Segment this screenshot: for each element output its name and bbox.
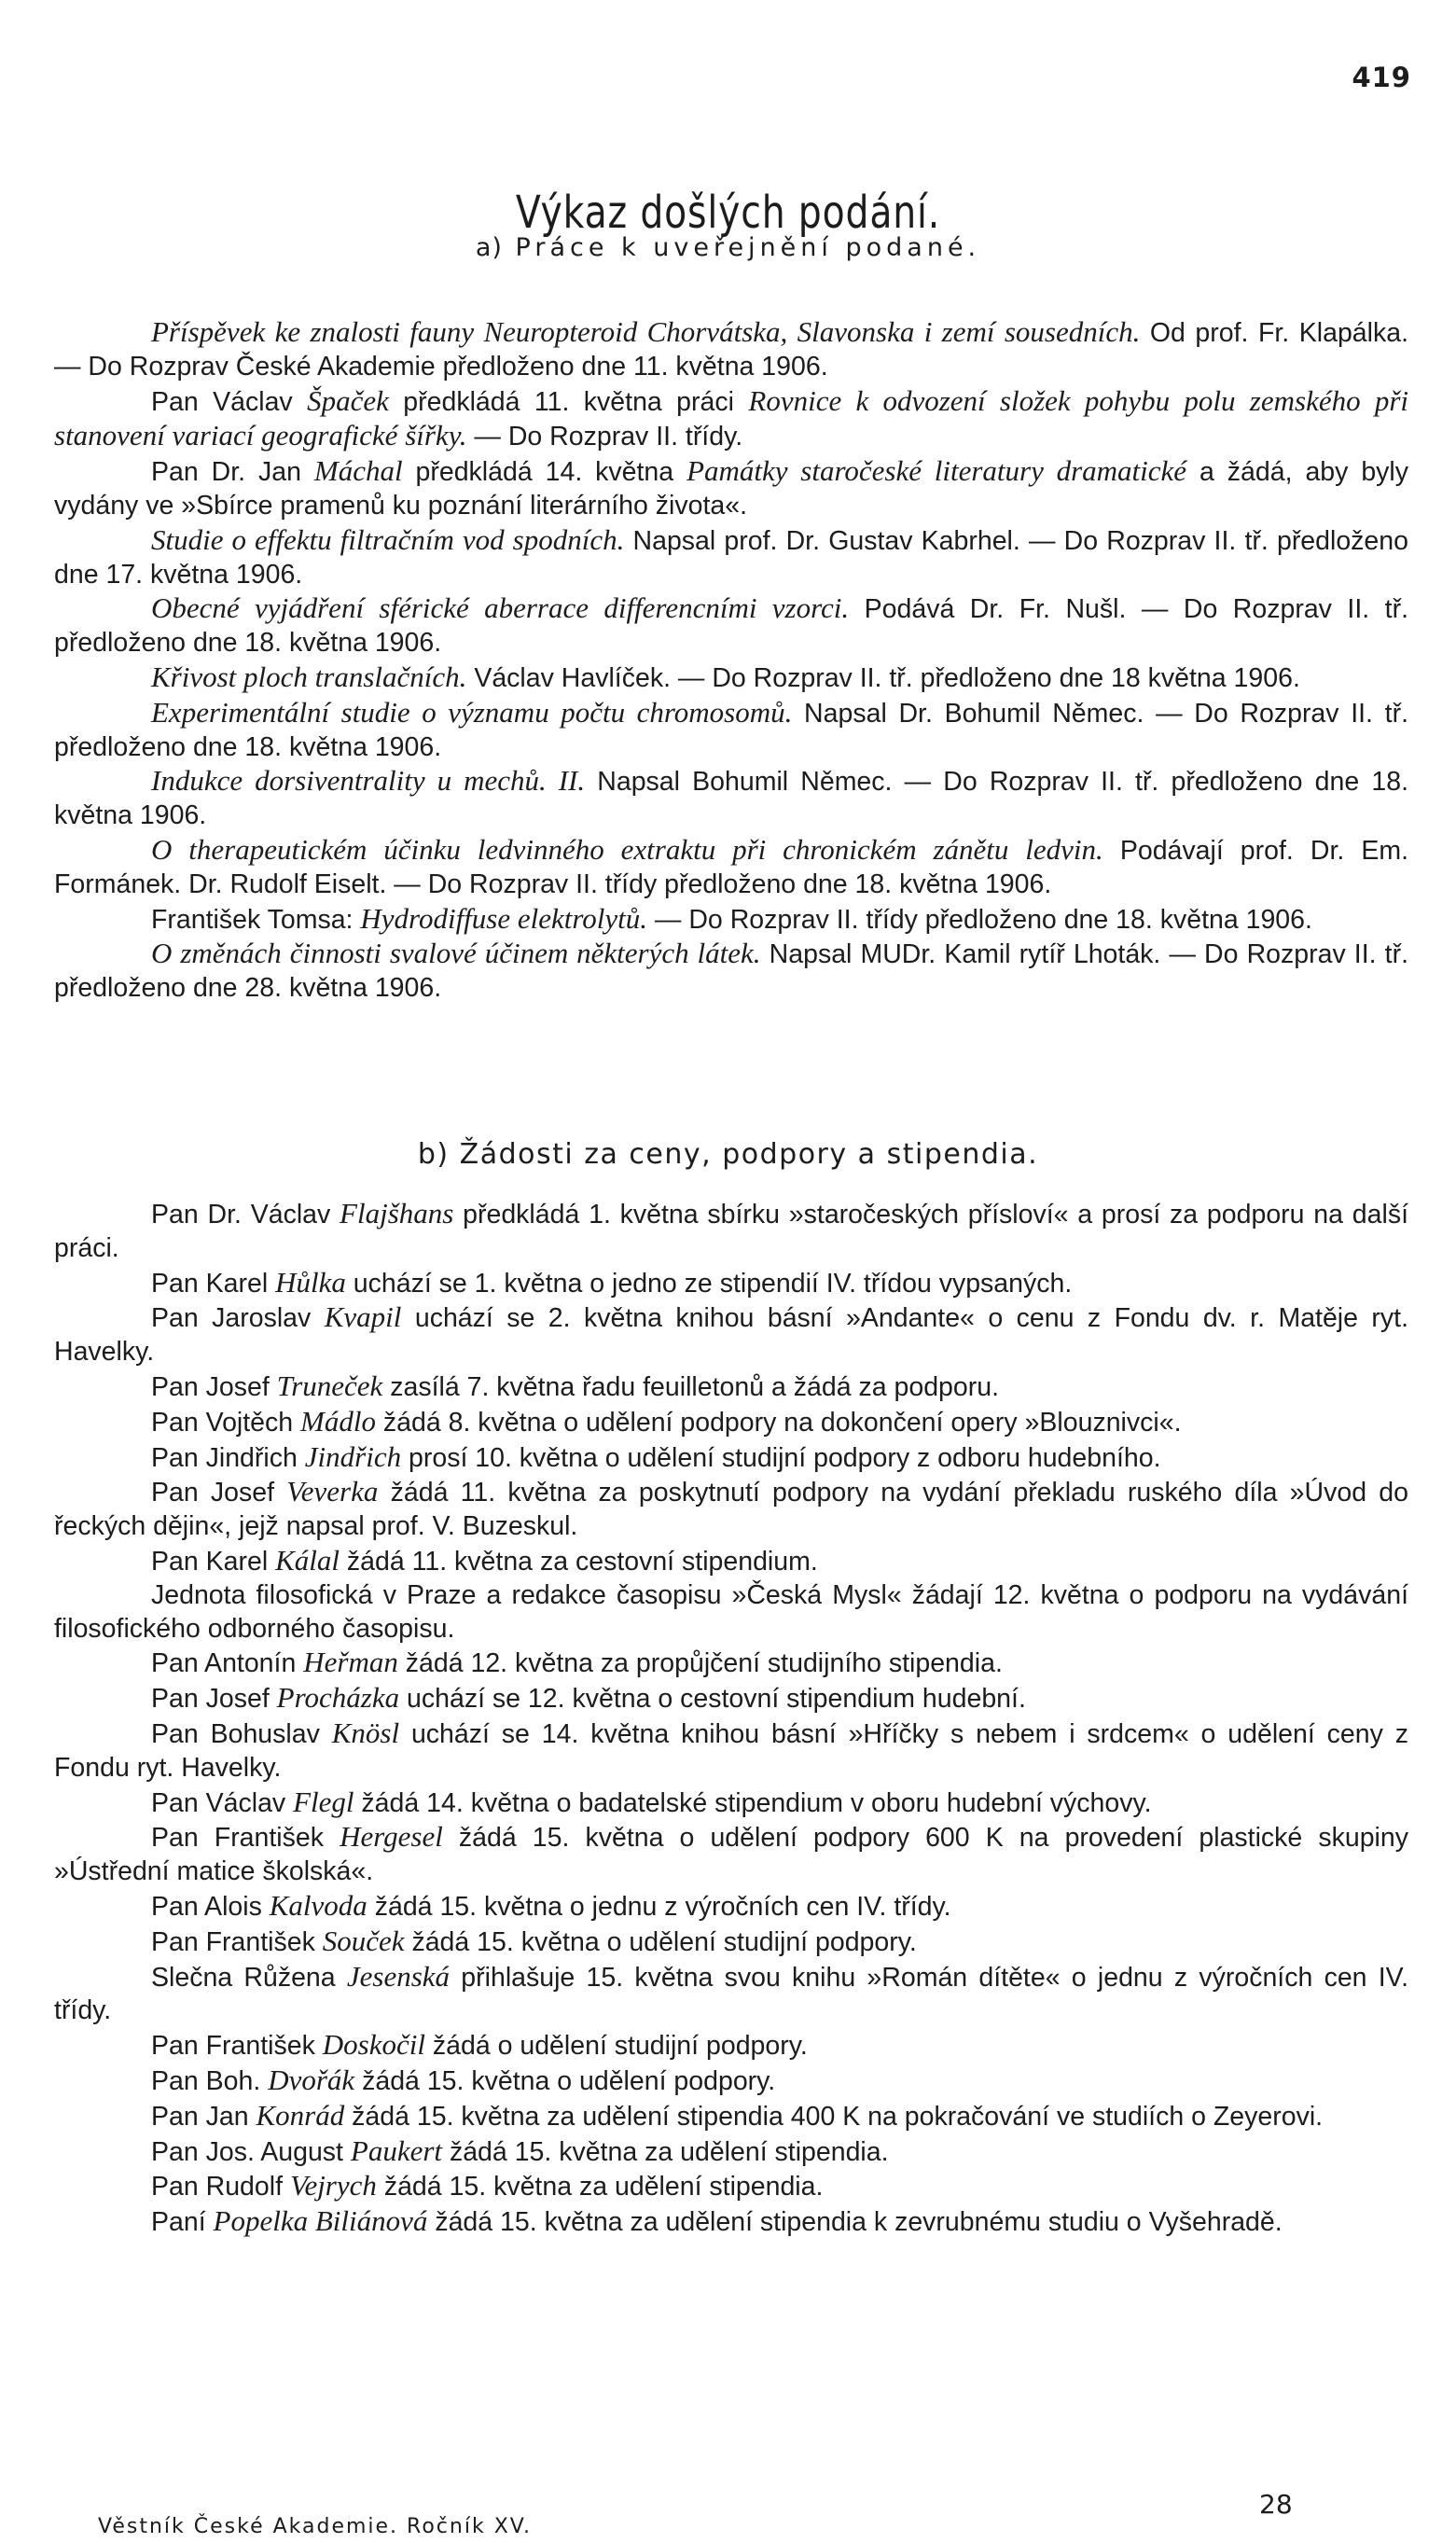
section-b-entry-text: Pan Jan — [151, 2101, 257, 2132]
section-b-entry — [54, 2134, 1408, 2170]
page-number: 419 — [1352, 62, 1411, 93]
section-b-entry-text: žádá 15. května o udělení podpory 600 K na provedení plastické skupiny »Ústřední matice školská«. — [54, 1823, 1408, 1887]
section-a-entry-italic-text: Rovnice k odvození složek pohybu polu zemského při stanovení variací geografické šířky. — [54, 383, 1409, 452]
section-a-entry-text: Napsal Dr. Bohumil Němec. — Do Rozprav II. tř. předloženo dne 18. května 1906. — [54, 698, 1408, 762]
section-b-entry-text: žádá 8. května o udělení podpory na dokončení opery »Blouznivci«. — [375, 1407, 1182, 1438]
section-a-entry-italic-text: Hydrodiffuse elektrolytů. — [360, 901, 648, 935]
section-b-entry-text: Jednota filosofická v Praze a redakce časopisu »Česká Mysl« žádají 12. května o podporu na vydávání filosofického odborného časopisu. — [54, 1579, 1408, 1644]
section-a-entry-text: Od prof. Fr. Klapálka. — Do Rozprav České Akademie předloženo dne 11. května 1906. — [54, 318, 1408, 382]
section-b-entry-text: Pan Josef — [151, 1371, 277, 1402]
section-b-entry-text: žádá 15. května o udělení podpory. — [354, 2065, 776, 2096]
section-b-entry-text: uchází se 12. května o cestovní stipendium hudební. — [399, 1684, 1026, 1715]
section-a-entry-text: Václav Havlíček. — Do Rozprav II. tř. předloženo dne 18 května 1906. — [466, 662, 1300, 693]
section-a-entry-italic-text: Obecné vyjádření sférické aberrace differencními vzorci. — [151, 591, 850, 625]
section-a-entry-italic-text: Příspěvek ke znalosti fauny Neuropteroid Chorvátska, Slavonska i zemí sousedních. — [151, 315, 1141, 348]
section-b-entry — [54, 1405, 1408, 1440]
section-b-entry-text: Pan Josef — [151, 1478, 287, 1508]
footer-journal-name: Věstník České Akademie. Ročník XV. — [98, 2515, 532, 2538]
section-b-entry-italic-text: Kvapil — [324, 1300, 402, 1334]
section-b-entries — [54, 1197, 1408, 2240]
section-a-entry — [54, 833, 1408, 902]
section-a-entry — [54, 937, 1408, 1006]
section-a-entry-italic-text: Špaček — [307, 383, 389, 417]
section-b-entry-text: uchází se 1. května o jedno ze stipendií IV. třídou vypsaných. — [345, 1268, 1073, 1299]
section-b-entry-text: žádá 15. května za udělení stipendia. — [376, 2172, 824, 2203]
section-b-entry-italic-text: Paukert — [350, 2133, 443, 2167]
section-b-entry-text: žádá 12. května za propůjčení studijního stipendia. — [397, 1648, 1003, 1679]
section-b-entry-italic-text: Truneček — [276, 1369, 383, 1402]
section-b-entry — [54, 2099, 1408, 2134]
section-a-entry-text: Napsal prof. Dr. Gustav Kabrhel. — Do Rozprav II. tř. předloženo dne 17. května 1906. — [54, 525, 1408, 590]
section-b-entry-text: žádá 14. května o badatelské stipendium v oboru hudební výchovy. — [354, 1787, 1152, 1818]
section-b-entry-italic-text: Souček — [322, 1924, 405, 1957]
section-b-entry-text: předkládá 1. května sbírku »staročeských přísloví« a prosí za podporu na další práci. — [54, 1200, 1408, 1263]
section-a-entry-text: a žádá, aby byly vydány ve »Sbírce pramenů ku poznání literárního života«. — [54, 457, 1409, 521]
section-a-entry — [54, 591, 1408, 660]
section-b-entry-text: uchází se 2. května knihou básní »Andante« o cenu z Fondu dv. r. Matěje ryt. Havelky. — [54, 1303, 1409, 1368]
section-b-entry — [54, 1716, 1408, 1786]
section-b-entry-text: Pan Dr. Václav — [151, 1200, 340, 1230]
section-b-entry-text: Slečna Růžena — [151, 1962, 347, 1993]
section-a-entry-italic-text: Památky staročeské literatury dramatické — [686, 454, 1187, 488]
section-a-entry — [54, 902, 1408, 938]
section-b-entry-text: Pan Karel — [151, 1546, 276, 1577]
section-a-entry — [54, 454, 1408, 523]
section-b-entry-italic-text: Hergesel — [340, 1820, 443, 1854]
section-a-entry — [54, 660, 1408, 696]
section-b-entry — [54, 1197, 1408, 1266]
section-a-entry — [54, 523, 1408, 592]
section-b-entry-text: přihlašuje 15. května svou knihu »Román dítěte« o jednu z výročních cen IV. třídy. — [54, 1962, 1408, 2026]
section-a-entry-text: Pan Václav — [151, 386, 308, 417]
section-b-entry-italic-text: Veverka — [286, 1475, 379, 1508]
section-b-entry-text: Pan Jos. August — [151, 2136, 351, 2167]
section-b-title: Žádosti za ceny, podpory a stipendia. — [459, 1138, 1039, 1171]
section-b-entry-italic-text: Kálal — [275, 1543, 340, 1577]
section-b-entry-text: žádá 15. května o jednu z výročních cen IV. třídy. — [367, 1891, 951, 1922]
section-a-entry-text: Podávají prof. Dr. Em. Formánek. Dr. Rudolf Eiselt. — Do Rozprav II. třídy předloženo dne 18. května 1906. — [54, 835, 1408, 899]
section-a-entries — [54, 315, 1408, 1006]
section-a-entry-text: — Do Rozprav II. třídy předloženo dne 18. května 1906. — [647, 904, 1312, 935]
section-a-entry-text: Napsal Bohumil Němec. — Do Rozprav II. tř. předloženo dne 18. května 1906. — [54, 767, 1408, 831]
section-b-entry — [54, 1266, 1408, 1301]
section-b-entry-text: Pan František — [151, 2031, 323, 2062]
section-b-entry — [54, 1820, 1408, 1889]
section-b-entry — [54, 1889, 1408, 1925]
section-b-entry-text: žádá 15. května za udělení stipendia 400 K na pokračování ve studiích o Zeyerovi. — [344, 2101, 1324, 2132]
section-b-entry — [54, 1646, 1408, 1681]
section-b-entry — [54, 2169, 1408, 2204]
section-b-entry-text: prosí 10. května o udělení studijní podpory z odboru hudebního. — [401, 1442, 1161, 1473]
section-b-entry — [54, 2204, 1408, 2240]
section-b-entry-italic-text: Konrád — [256, 2098, 345, 2132]
section-b-entry-italic-text: Mádlo — [300, 1404, 376, 1438]
section-a-entry-italic-text: O therapeutickém účinku ledvinného extraktu při chronickém zánětu ledvin. — [151, 832, 1103, 866]
section-b-entry-text: Pan František — [151, 1926, 323, 1957]
section-b-entry-italic-text: Flajšhans — [340, 1197, 454, 1230]
section-a-entry-text: — Do Rozprav II. třídy. — [466, 422, 743, 452]
section-b-entry-text: Paní — [151, 2207, 214, 2238]
section-b-entry-text: žádá 15. května o udělení studijní podpory. — [404, 1926, 917, 1957]
section-b-entry — [54, 1300, 1408, 1369]
section-b-entry-italic-text: Dvořák — [268, 2063, 355, 2096]
section-b-entry-text: Pan Jindřich — [151, 1442, 305, 1473]
footer-signature-mark: 28 — [1259, 2489, 1293, 2520]
section-a-entry-text: předkládá 11. května práci — [388, 386, 749, 417]
section-b-entry-text: Pan Karel — [151, 1268, 276, 1299]
section-a-entry-italic-text: Křivost ploch translačních. — [151, 660, 467, 693]
section-b-entry-text: Pan Vojtěch — [151, 1407, 301, 1438]
section-b-entry — [54, 1925, 1408, 1960]
section-a-entry-italic-text: O změnách činnosti svalové účinem některých látek. — [151, 937, 761, 970]
section-a-entry-italic-text: Experimentální studie o významu počtu chromosomů. — [151, 695, 793, 729]
section-b-entry-text: Pan Boh. — [151, 2065, 269, 2096]
section-b-entry-italic-text: Jindřich — [304, 1439, 402, 1473]
section-b-entry — [54, 1544, 1408, 1579]
section-b-entry-text: žádá o udělení studijní podpory. — [424, 2031, 808, 2062]
section-b-entry-italic-text: Procházka — [276, 1681, 400, 1715]
section-a-letter: a) — [475, 233, 503, 262]
section-a-entry-text: předkládá 14. května — [402, 457, 687, 488]
section-b-entry-italic-text: Flegl — [293, 1785, 354, 1818]
section-b-entry — [54, 1960, 1408, 2029]
section-b-entry — [54, 2064, 1408, 2099]
section-b-entry-italic-text: Jesenská — [346, 1959, 451, 1993]
section-b-entry-text: žádá 15. května za udělení stipendia k zevrubnému studiu o Vyšehradě. — [427, 2207, 1283, 2238]
section-b-entry-italic-text: Heřman — [303, 1646, 398, 1679]
section-a-entry-text: Podává Dr. Fr. Nušl. — Do Rozprav II. tř. předloženo dne 18. května 1906. — [54, 594, 1408, 659]
section-a-entry-text: Napsal MUDr. Kamil rytíř Lhoták. — Do Rozprav II. tř. předloženo dne 28. května 1906. — [54, 939, 1408, 1004]
section-b-entry — [54, 1681, 1408, 1716]
section-a-entry — [54, 764, 1408, 833]
section-b-entry-text: uchází se 14. května knihou básní »Hříčky s nebem i srdcem« o udělení ceny z Fondu ryt. Havelky. — [54, 1718, 1408, 1783]
section-a-entry — [54, 696, 1408, 765]
section-b-entry — [54, 2028, 1408, 2064]
section-a-entry-italic-text: Máchal — [313, 454, 403, 488]
section-b-entry-text: Pan Jaroslav — [151, 1303, 325, 1334]
section-b-entry-italic-text: Kalvoda — [269, 1888, 367, 1922]
section-a-heading — [0, 233, 1456, 262]
section-b-entry-italic-text: Doskočil — [322, 2028, 425, 2062]
section-a-entry-text: František Tomsa: — [151, 904, 361, 935]
section-b-entry-text: žádá 11. května za cestovní stipendium. — [340, 1546, 818, 1577]
section-b-entry-text: Pan Antonín — [151, 1648, 304, 1679]
section-b-entry-italic-text: Hůlka — [275, 1265, 346, 1299]
section-b-entry-text: Pan Alois — [151, 1891, 270, 1922]
section-b-entry-text: žádá 15. května za udělení stipendia. — [442, 2136, 889, 2167]
page-title: Výkaz došlých podání. — [515, 187, 941, 240]
section-b-entry — [54, 1579, 1408, 1647]
section-a-entry-text: Pan Dr. Jan — [151, 457, 314, 488]
section-b-entry-text: Pan Václav — [151, 1787, 294, 1818]
section-b-entry-text: zasílá 7. května řadu feuilletonů a žádá za podporu. — [382, 1371, 1000, 1402]
section-b-entry-text: Pan Josef — [151, 1684, 277, 1715]
section-b-entry-text: Pan František — [151, 1823, 340, 1854]
section-a-entry — [54, 315, 1408, 384]
section-b-entry-text: Pan Rudolf — [151, 2172, 290, 2203]
section-a-title: Práce k uveřejnění podané. — [515, 233, 981, 262]
section-a-entry-italic-text: Studie o effektu filtračním vod spodních. — [151, 522, 625, 556]
section-b-entry-text: Pan Bohuslav — [151, 1718, 332, 1749]
section-b-heading — [0, 1138, 1456, 1171]
section-b-entry-italic-text: Vejrych — [289, 2169, 377, 2203]
section-b-entry-italic-text: Popelka Biliánová — [213, 2204, 428, 2238]
section-b-entry — [54, 1786, 1408, 1821]
section-b-letter: b) — [417, 1138, 450, 1171]
section-b-entry-italic-text: Knösl — [331, 1716, 400, 1749]
section-b-entry — [54, 1475, 1408, 1544]
section-b-entry — [54, 1440, 1408, 1476]
section-b-entry — [54, 1369, 1408, 1405]
section-a-entry-italic-text: Indukce dorsiventrality u mechů. II. — [151, 764, 586, 798]
section-b-entry-text: žádá 11. května za poskytnutí podpory na vydání překladu ruského díla »Úvod do řeckých dějin«, jejž napsal prof. V. Buzeskul. — [54, 1478, 1408, 1542]
section-a-entry — [54, 384, 1408, 455]
